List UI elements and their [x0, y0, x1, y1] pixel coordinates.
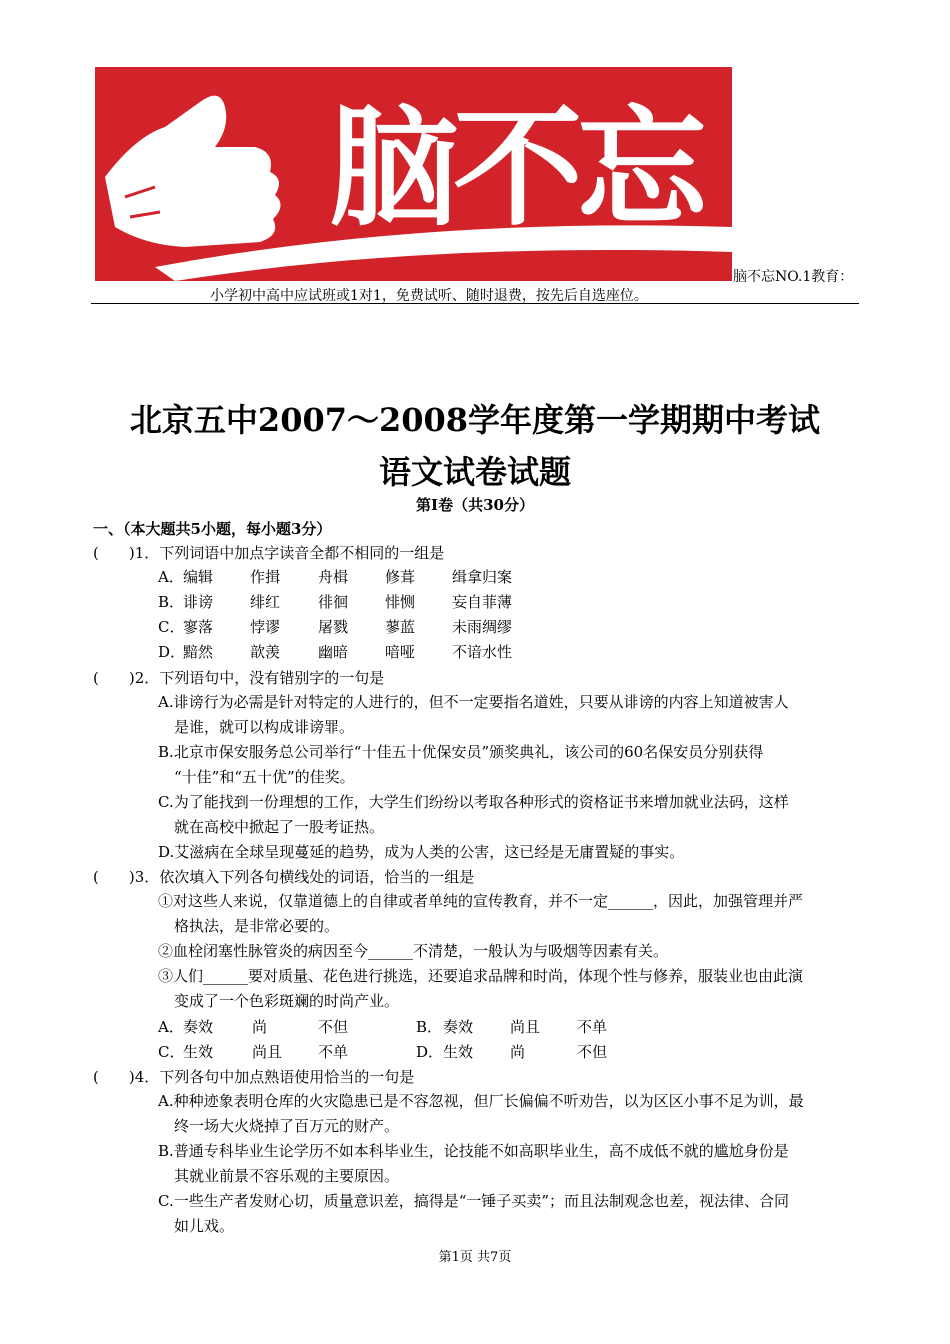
word-item: 幽暗 — [318, 643, 349, 661]
word-item: 奏效 — [183, 1018, 214, 1036]
word-item: 喑哑 — [385, 643, 416, 661]
volume-heading: 第Ⅰ卷（共30分） — [416, 496, 534, 514]
word-item: 奏效 — [443, 1018, 474, 1036]
word-item: 尚且 — [510, 1018, 541, 1036]
option-text-cont: 如儿戏。 — [174, 1217, 235, 1235]
word-item: 屠戮 — [318, 618, 349, 636]
option-label: B． — [416, 1018, 443, 1036]
option-text: C.一些生产者发财心切，质量意识差，搞得是“一锤子买卖”；而且法制观念也差，视法律、合同 — [158, 1192, 790, 1210]
question-3-sentence-1 — [158, 889, 860, 939]
word-item: 编辑 — [183, 568, 214, 586]
question-4-option-c — [158, 1189, 860, 1239]
option-text: B.北京市保安服务总公司举行“十佳五十优保安员”颁奖典礼，该公司的60名保安员分别获得 — [158, 743, 764, 761]
sentence-text-cont: 变成了一个色彩斑斓的时尚产业。 — [174, 992, 400, 1010]
word-item: 悱恻 — [385, 593, 416, 611]
option-text-cont: 终一场大火烧掉了百万元的财产。 — [174, 1117, 400, 1135]
option-label: B． — [158, 593, 185, 611]
word-item: 作揖 — [250, 568, 281, 586]
option-label: D． — [158, 643, 186, 661]
word-item: 修葺 — [385, 568, 416, 586]
word-item: 诽谤 — [183, 593, 214, 611]
word-item: 尚 — [510, 1043, 526, 1061]
sentence-text: ②血栓闭塞性脉管炎的病因至今______不清楚，一般认为与吸烟等因素有关。 — [158, 942, 669, 960]
option-label: C． — [158, 1043, 185, 1061]
sentence-text-cont: 格执法，是非常必要的。 — [174, 917, 340, 935]
word-item: 舟楫 — [318, 568, 349, 586]
sentence-text: ①对这些人来说，仅靠道德上的自律或者单纯的宣传教育，并不一定______，因此，加强管理并严 — [158, 892, 804, 910]
question-2-option-c — [158, 790, 860, 840]
option-text-cont: 是谁，就可以构成诽谤罪。 — [174, 718, 355, 736]
option-text: A.诽谤行为必需是针对特定的人进行的，但不一定要指名道姓，只要从诽谤的内容上知道被害人 — [158, 693, 789, 711]
option-text-cont: “十佳”和“五十优”的佳奖。 — [174, 768, 355, 786]
word-item: 不单 — [318, 1043, 349, 1061]
option-label: C． — [158, 618, 185, 636]
option-text: C.为了能找到一份理想的工作，大学生们纷纷以考取各种形式的资格证书来增加就业法码，这样 — [158, 793, 789, 811]
logo-wordmark: 脑不忘 — [328, 91, 701, 244]
option-label: A． — [158, 1018, 184, 1036]
part-heading: 一、（本大题共5小题，每小题3分） — [93, 520, 332, 538]
exam-subtitle: 语文试卷试题 — [378, 453, 571, 491]
option-label: D． — [416, 1043, 444, 1061]
header-divider — [91, 303, 859, 304]
question-3-sentence-2 — [158, 939, 860, 964]
word-item: 不但 — [577, 1043, 608, 1061]
brand-tag: 脑不忘NO.1教育： — [733, 269, 854, 285]
word-item: 绯红 — [250, 593, 281, 611]
word-item: 尚 — [252, 1018, 268, 1036]
word-item: 蓼蓝 — [385, 618, 416, 636]
option-text: D.艾滋病在全球呈现蔓延的趋势，成为人类的公害，这已经是无庸置疑的事实。 — [158, 843, 685, 861]
question-1-stem: ( )1．下列词语中加点字读音全都不相同的一组是 — [93, 544, 445, 562]
word-item: 尚且 — [252, 1043, 283, 1061]
question-2-option-a — [158, 690, 860, 740]
word-item: 生效 — [443, 1043, 474, 1061]
question-2-stem: ( )2．下列语句中，没有错别字的一句是 — [93, 669, 385, 687]
word-item: 徘徊 — [318, 593, 349, 611]
word-item: 歆羡 — [250, 643, 281, 661]
word-item: 生效 — [183, 1043, 214, 1061]
word-item: 缉拿归案 — [452, 568, 513, 586]
question-4-stem: ( )4．下列各句中加点熟语使用恰当的一句是 — [93, 1068, 415, 1086]
sentence-text: ③人们______要对质量、花色进行挑选，还要追求品牌和时尚，体现个性与修养，服装业也由此演 — [158, 967, 804, 985]
question-3-stem: ( )3．依次填入下列各句横线处的词语，恰当的一组是 — [93, 868, 475, 886]
question-3-sentence-3 — [158, 964, 860, 1014]
option-text-cont: 就在高校中掀起了一股考证热。 — [174, 818, 385, 836]
option-text-cont: 其就业前景不容乐观的主要原因。 — [174, 1167, 400, 1185]
question-4-option-b — [158, 1139, 860, 1189]
option-text: A.种种迹象表明仓库的火灾隐患已是不容忽视，但厂长偏偏不听劝告，以为区区小事不足为训，最 — [158, 1092, 804, 1110]
question-4-option-a — [158, 1089, 860, 1139]
question-2-option-d — [158, 840, 860, 865]
word-item: 寥落 — [183, 618, 214, 636]
page-number: 第1页 共7页 — [438, 1250, 512, 1265]
word-item: 妄自菲薄 — [452, 593, 513, 611]
word-item: 不谙水性 — [452, 643, 513, 661]
word-item: 不单 — [577, 1018, 608, 1036]
question-2-option-b — [158, 740, 860, 790]
option-text: B.普通专科毕业生论学历不如本科毕业生，论技能不如高职毕业生，高不成低不就的尴尬身份是 — [158, 1142, 789, 1160]
option-label: A． — [158, 568, 184, 586]
logo-banner — [95, 67, 732, 281]
word-item: 黯然 — [183, 643, 214, 661]
exam-title: 北京五中2007～2008学年度第一学期期中考试 — [129, 401, 821, 439]
word-item: 悖谬 — [250, 618, 281, 636]
word-item: 不但 — [318, 1018, 349, 1036]
ad-line: 小学初中高中应试班或1对1，免费试听、随时退费，按先后自选座位。 — [210, 288, 648, 304]
word-item: 未雨绸缪 — [452, 618, 513, 636]
